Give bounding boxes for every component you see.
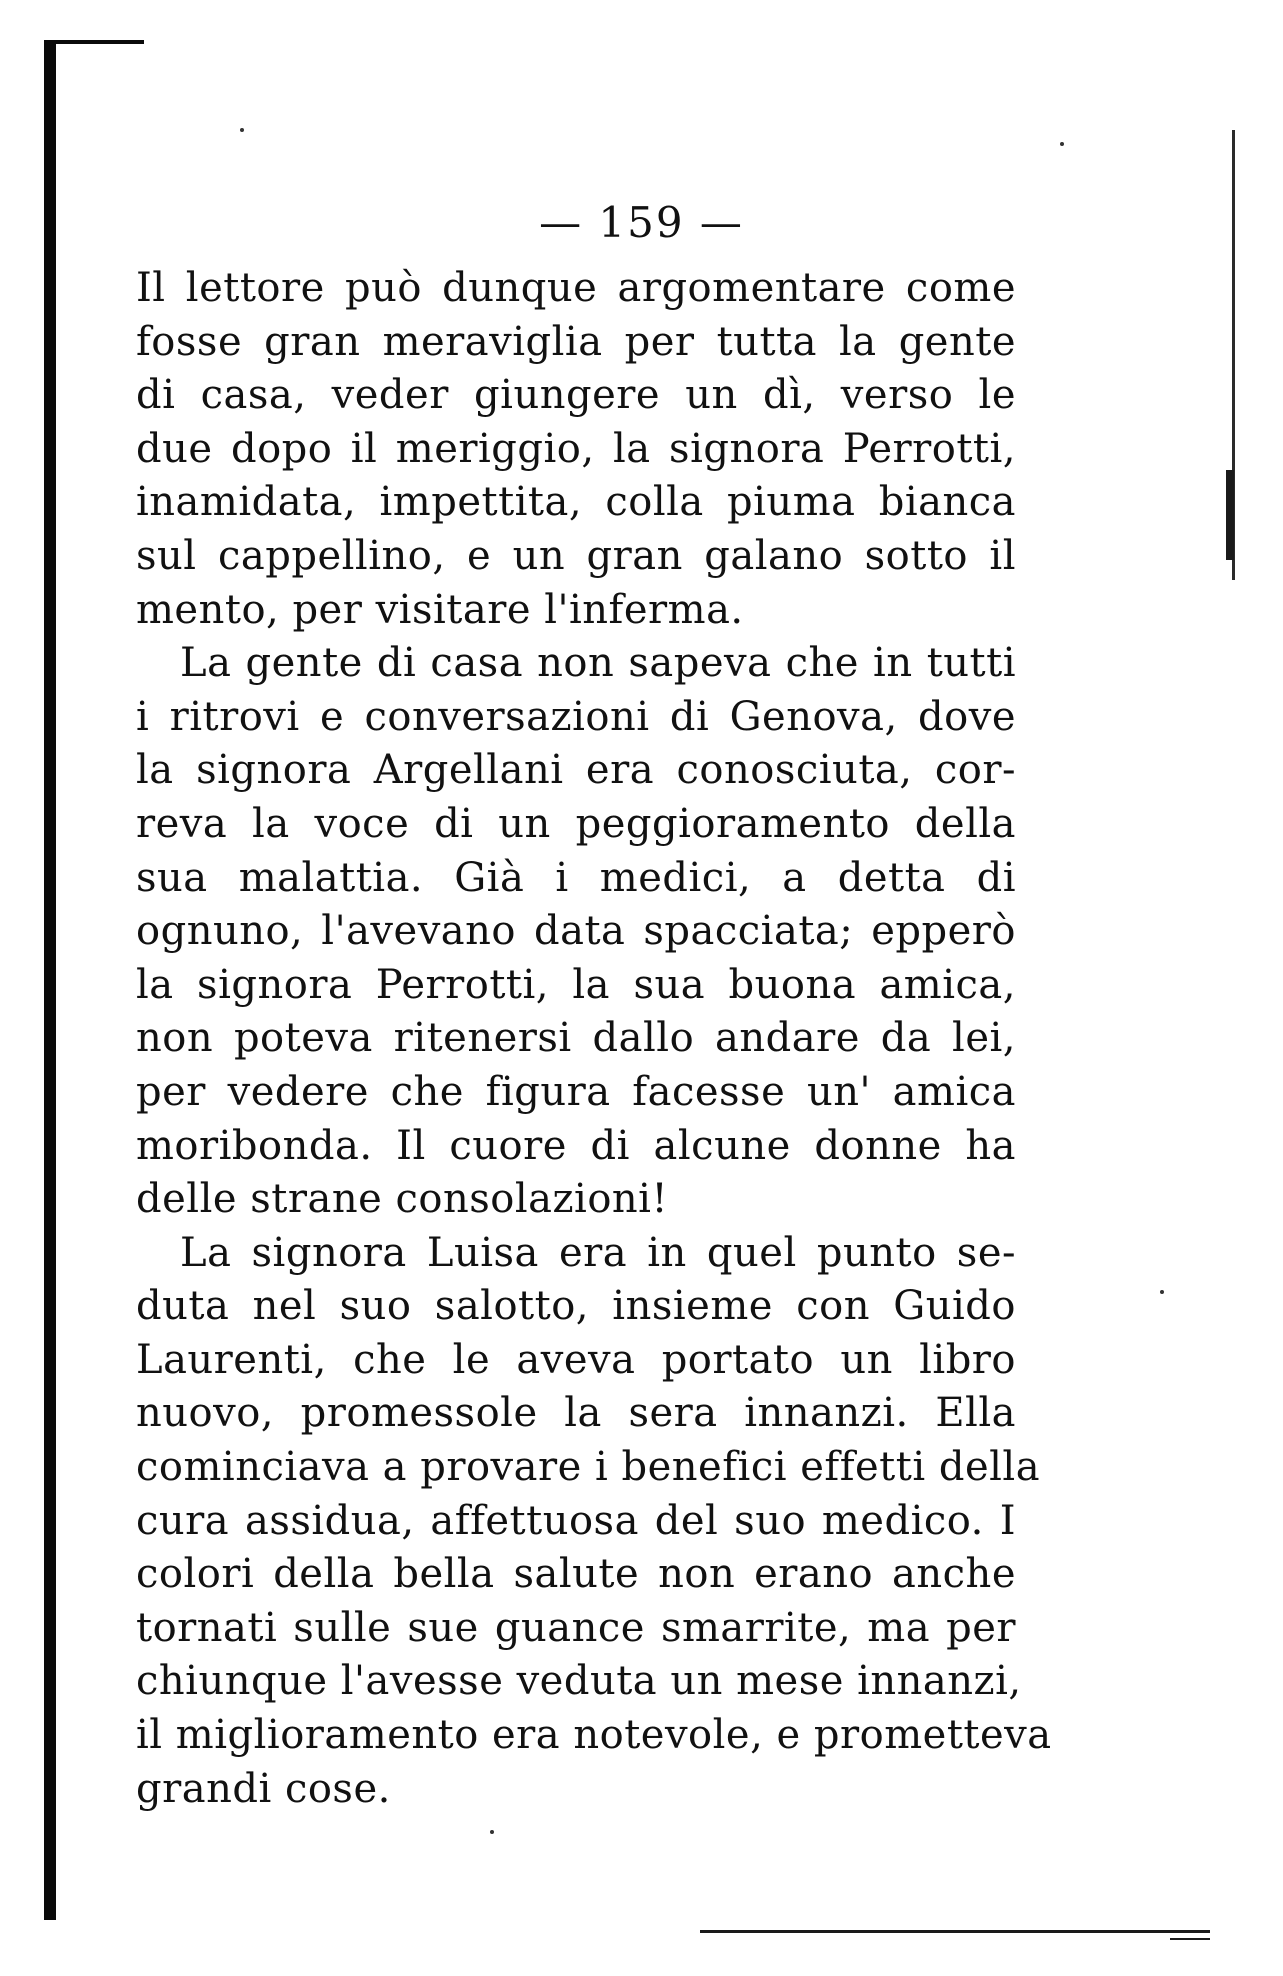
text-line: la signora Argellani era conosciuta, cor- bbox=[136, 747, 1016, 794]
text-line: non poteva ritenersi dallo andare da lei, bbox=[136, 1015, 1016, 1062]
text-line: cominciava a provare i benefici effetti della bbox=[136, 1444, 1041, 1491]
paragraph-1 bbox=[136, 262, 1016, 637]
text-line: Il lettore può dunque argomentare come bbox=[136, 265, 1016, 311]
text-line: di casa, veder giungere un dì, verso le bbox=[136, 372, 1016, 419]
text-line: due dopo il meriggio, la signora Perrotti, bbox=[136, 425, 1016, 472]
page-number: — 159 — bbox=[539, 198, 744, 247]
print-speck bbox=[1060, 142, 1064, 146]
right-edge-mark bbox=[1226, 470, 1234, 560]
print-speck bbox=[490, 1830, 494, 1834]
text-line: Laurenti, che le aveva portato un libro bbox=[136, 1336, 1016, 1383]
text-line: delle strane consolazioni! bbox=[136, 1176, 669, 1223]
text-line: tornati sulle sue guance smarrite, ma per bbox=[136, 1604, 1016, 1651]
text-line: La signora Luisa era in quel punto se- bbox=[180, 1229, 1016, 1276]
text-line: la signora Perrotti, la sua buona amica, bbox=[136, 961, 1016, 1008]
text-line: ognuno, l'avevano data spacciata; epperò bbox=[136, 908, 1016, 955]
text-line: i ritrovi e conversazioni di Genova, dove bbox=[136, 693, 1016, 740]
body-text bbox=[136, 262, 1052, 1816]
bottom-edge-rule-short bbox=[1170, 1938, 1210, 1940]
print-speck bbox=[1160, 1290, 1164, 1294]
text-line: nuovo, promessole la sera innanzi. Ella bbox=[136, 1390, 1016, 1437]
text-line: colori della bella salute non erano anche bbox=[136, 1551, 1016, 1598]
paragraph-2 bbox=[136, 637, 1016, 1227]
text-line: grandi cose. bbox=[136, 1765, 391, 1812]
text-line: cura assidua, affettuosa del suo medico. I bbox=[136, 1497, 1016, 1544]
text-line: per vedere che figura facesse un' amica bbox=[136, 1068, 1016, 1115]
left-binding-edge bbox=[44, 40, 56, 1920]
text-line: duta nel suo salotto, insieme con Guido bbox=[136, 1283, 1016, 1330]
left-binding-corner bbox=[44, 40, 144, 44]
text-line: chiunque l'avesse veduta un mese innanzi, bbox=[136, 1658, 1022, 1705]
text-line: il miglioramento era notevole, e prometteva bbox=[136, 1712, 1052, 1759]
text-line: inamidata, impettita, colla piuma bianca bbox=[136, 479, 1016, 526]
text-line: sul cappellino, e un gran galano sotto il bbox=[136, 532, 1016, 579]
text-line: moribonda. Il cuore di alcune donne ha bbox=[136, 1122, 1016, 1169]
bottom-edge-rule bbox=[700, 1930, 1210, 1933]
text-line: fosse gran meraviglia per tutta la gente bbox=[136, 318, 1016, 365]
text-line: mento, per visitare l'inferma. bbox=[136, 586, 744, 633]
text-line: reva la voce di un peggioramento della bbox=[136, 800, 1016, 847]
paragraph-3 bbox=[136, 1227, 1052, 1817]
print-speck bbox=[240, 128, 244, 132]
text-line: sua malattia. Già i medici, a detta di bbox=[136, 854, 1016, 901]
text-line: La gente di casa non sapeva che in tutti bbox=[180, 640, 1016, 687]
